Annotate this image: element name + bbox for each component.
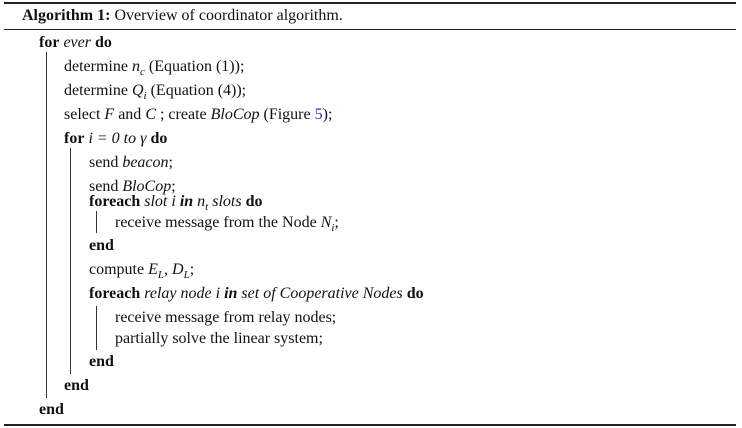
caption-rule <box>4 29 736 30</box>
solve-linear-line: partially solve the linear system; <box>115 330 323 347</box>
outer-loop-end: end <box>39 401 64 418</box>
slot-loop-bar <box>96 211 97 233</box>
determine-qi-line: determine $Q_i$ (Equation (4)); <box>64 82 247 103</box>
determine-nc-line: determine $n_c$ (Equation (1)); <box>64 58 245 79</box>
slot-loop-header: foreach slot i in $n_t$ slots do <box>89 193 263 214</box>
outer-loop-header: for ever do <box>39 34 112 51</box>
inner-loop-bar <box>70 148 71 374</box>
select-create-line: select F and C ; create BloCop (Figure 5); <box>64 106 333 123</box>
relay-loop-header: foreach relay node i in set of Cooperative Nodes do <box>89 285 424 302</box>
slot-loop-end: end <box>89 237 114 254</box>
relay-loop-end: end <box>89 353 114 370</box>
top-rule <box>4 2 736 4</box>
bottom-rule <box>4 424 736 426</box>
receive-relay-line: receive message from relay nodes; <box>115 309 337 326</box>
send-beacon-line: send beacon; <box>89 154 173 171</box>
inner-loop-header: for i = 0 to γ do <box>64 130 168 147</box>
send-blocop-line: send BloCop; <box>89 178 176 195</box>
outer-loop-bar <box>46 52 47 398</box>
algorithm-caption <box>22 6 343 26</box>
figure-link[interactable]: 5 <box>314 106 323 123</box>
inner-loop-end: end <box>64 377 89 394</box>
relay-loop-bar <box>96 306 97 350</box>
caption-label: Algorithm 1: <box>22 7 111 24</box>
compute-line: compute $E_L$, $D_L$; <box>89 261 195 282</box>
receive-node-line: receive message from the Node $N_i$; <box>115 214 339 235</box>
caption-text: Overview of coordinator algorithm. <box>114 7 343 24</box>
